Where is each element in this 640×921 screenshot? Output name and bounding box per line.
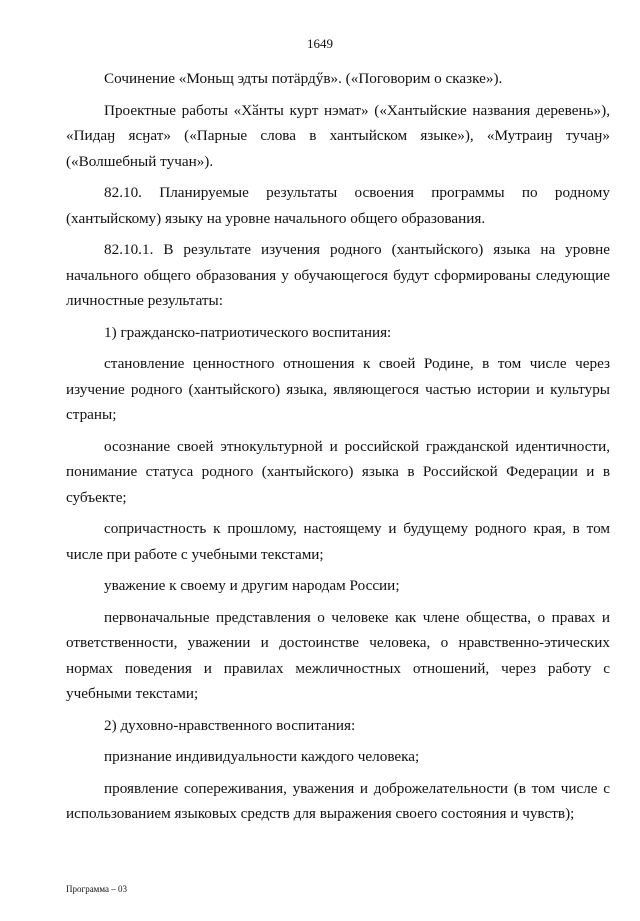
paragraph: Проектные работы «Хӑнты курт нэмат» («Хантыйские названия деревень»), «Пидаӈ ясӈат» («Парные слова в хантыйском языке»), «Мутраиӈ тучаӈ» («Волшебный тучан»).	[66, 101, 610, 170]
page-number: 1649	[307, 36, 333, 51]
paragraph: проявление сопереживания, уважения и доброжелательности (в том числе с использованием языковых средств для выражения своего состояния и чувств);	[66, 779, 610, 822]
paragraph: 82.10.1. В результате изучения родного (хантыйского) языка на уровне начального общего образования у обучающегося будут сформированы следующие личностные результаты:	[66, 241, 610, 309]
paragraph: Сочинение «Моньщ эдты потӓрдӳв». («Поговорим о сказке»).	[104, 70, 503, 87]
paragraph: 2) духовно-нравственного воспитания:	[104, 716, 356, 734]
paragraph: осознание своей этнокультурной и российской гражданской идентичности, понимание статуса родного (хантыйского) языка в Российской Федерации и в субъекте;	[66, 437, 610, 506]
paragraph: 82.10. Планируемые результаты освоения программы по родному (хантыйскому) языку на уровне начального общего образования.	[66, 184, 610, 227]
paragraph: сопричастность к прошлому, настоящему и будущему родного края, в том числе при работе с учебными текстами;	[66, 520, 610, 563]
paragraph: первоначальные представления о человеке как члене общества, о правах и ответственности, уважении и достоинстве человека, о нравственно-этических нормах поведения и правилах межличностных отношений, через работу с учебными текстами;	[66, 608, 610, 702]
paragraph: становление ценностного отношения к своей Родине, в том числе через изучение родного (хантыйского) языка, являющегося частью истории и культуры страны;	[66, 355, 610, 423]
paragraph: уважение к своему и другим народам России;	[104, 577, 400, 594]
paragraph: признание индивидуальности каждого человека;	[104, 748, 420, 765]
page-footer: Программа – 03	[66, 884, 128, 894]
document-body	[66, 66, 610, 833]
paragraph: 1) гражданско-патриотического воспитания:	[104, 323, 392, 341]
